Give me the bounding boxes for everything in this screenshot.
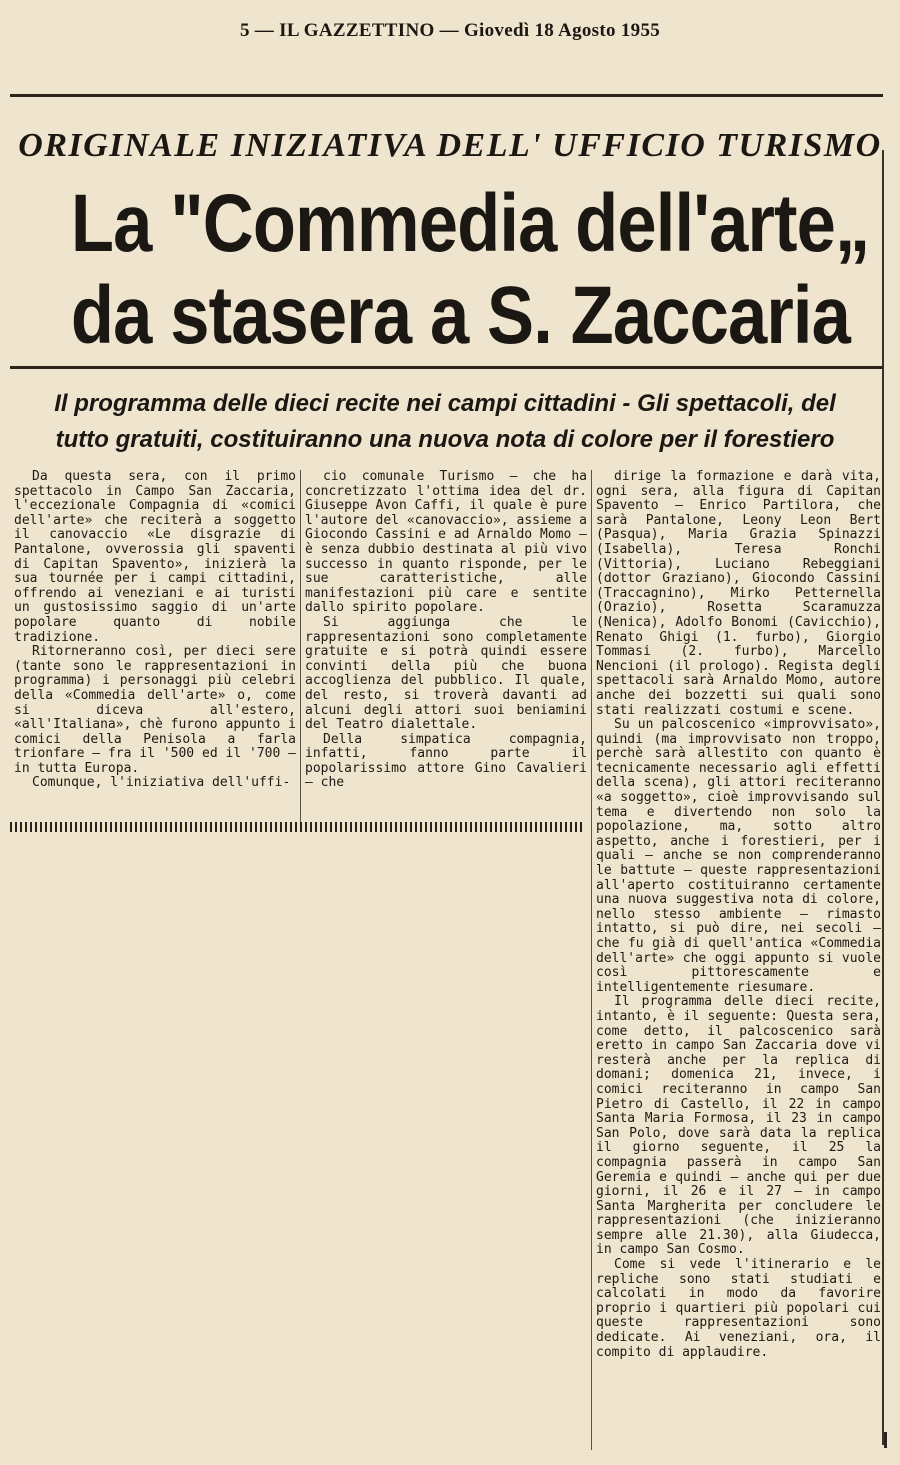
headline: [70, 178, 870, 362]
column-2-paragraph: cio comunale Turismo — che ha concretizzato l'ottima idea del dr. Giuseppe Avon Caffi, il quale è pure l'autore del «canovaccio», assieme a Giocondo Cassini e ad Arnaldo Momo — è senza dubbio destinata al più vivo successo in quanto risponde, per le sue caratteristiche, alle manifestazioni più care e sentite dallo spirito popolare.: [305, 469, 587, 616]
headline-line-2: da stasera a S. Zaccaria: [70, 270, 851, 361]
column-3: [596, 470, 881, 1360]
column-divider: [300, 470, 301, 825]
column-1-paragraph: Comunque, l'iniziativa dell'uffi-: [32, 775, 291, 791]
headline-rule: [10, 366, 883, 369]
subhead-line-1: Il programma delle dieci recite nei campi cittadini - Gli spettacoli, del: [54, 390, 836, 417]
top-rule: [10, 94, 883, 97]
masthead: 5 — IL GAZZETTINO — Giovedì 18 Agosto 1955: [239, 20, 661, 41]
headline-line-1: La "Commedia dell'arte„: [70, 178, 870, 269]
kicker: ORIGINALE INIZIATIVA DELL' UFFICIO TURISMO: [18, 127, 882, 164]
column-1: [14, 470, 296, 791]
column-3-paragraph: dirige la formazione e darà vita, ogni sera, alla figura di Capitan Spavento — Enrico Partilora, che sarà Pantalone, Leony Leon Bert (Pasqua), Maria Grazia Spinazzi (Isabella), Teresa Ronchi (Vittoria), Luciano Rebeggiani (dottor Graziano), Giocondo Cassini (Traccagnino), Mirko Petternella (Orazio), Rosetta Scaramuzza (Nenica), Adolfo Bonomi (Cavicchio), Renato Ghigi (1. furbo), Giorgio Tommasi (2. furbo), Marcello Nencioni (il prologo). Regista degli spettacoli sarà Arnaldo Momo, autore anche dei bozzetti sui quali sono stati realizzati costumi e scene.: [596, 469, 881, 718]
column-3-paragraph: Come si vede l'itinerario e le repliche sono stati studiati e calcolati in modo da favorire proprio i quartieri più popolari cui queste rappresentazioni sono dedicate. Ai veneziani, ora, il compito di applaudire.: [596, 1257, 881, 1360]
column-2-paragraph: Della simpatica compagnia, infatti, fanno parte il popolarissimo attore Gino Cavalieri — che: [305, 731, 587, 791]
column-divider: [591, 470, 592, 1450]
dotted-end-rule: [10, 822, 582, 832]
subhead: [10, 386, 880, 458]
column-3-paragraph: Il programma delle dieci recite, intanto, è il seguente: Questa sera, come detto, il palcoscenico sarà eretto in campo San Zaccaria dove vi resterà anche per la replica di domani; domenica 21, invece, i comici reciteranno in campo San Pietro di Castello, il 22 in campo Santa Maria Formosa, il 23 in campo San Polo, dove sarà data la replica il giorno seguente, il 25 la compagnia passerà in campo San Geremia e quindi — anche qui per due giorni, il 26 e il 27 — in campo Santa Margherita per concludere le rappresentazioni (che inizieranno sempre alle 21.30), alla Giudecca, in campo San Cosmo.: [596, 994, 881, 1258]
corner-mark: [884, 1432, 887, 1448]
column-3-paragraph: Su un palcoscenico «improvvisato», quindi (ma improvvisato non troppo, perchè sarà allestito con quanto è tecnicamente necessario agli effetti della scena), gli attori reciteranno «a soggetto», cioè improvvisando sul tema e divertendo non solo la popolazione, ma, sotto altro aspetto, anche i forestieri, per i quali — anche se non comprenderanno le battute — queste rappresentazioni all'aperto costituiranno certamente una nuova suggestiva nota di colore, nello stesso ambiente — rimasto intatto, si può dire, nei secoli — che fu già di quell'antica «Commedia dell'arte» che oggi appunto si vuole così pittorescamente e intelligentemente riesumare.: [596, 717, 881, 995]
column-1-paragraph: Da questa sera, con il primo spettacolo in Campo San Zaccaria, l'eccezionale Compagnia di «comici dell'arte» che reciterà a soggetto il canovaccio «Le disgrazie di Pantalone, ovverossia gli spaventi di Capitan Spavento», inizierà la sua tournée per i campi cittadini, offrendo ai veneziani e ai turisti un gustosissimo saggio di un'arte popolare quanto di nobile tradizione.: [14, 469, 296, 645]
column-1-paragraph: Ritorneranno così, per dieci sere (tante sono le rappresentazioni in programma) i personaggi più celebri della «Commedia dell'arte» o, come si diceva all'estero, «all'Italiana», chè furono appunto i comici della Penisola a farla trionfare — fra il '500 ed il '700 — in tutta Europa.: [14, 644, 296, 776]
column-2-paragraph: Si aggiunga che le rappresentazioni sono completamente gratuite e si potrà quindi essere convinti della più che buona accoglienza del pubblico. Il quale, del resto, si troverà davanti ad alcuni degli attori suoi beniamini del Teatro dialettale.: [305, 614, 587, 733]
column-2: [305, 470, 587, 791]
subhead-line-2: tutto gratuiti, costituiranno una nuova nota di colore per il forestiero: [55, 426, 835, 453]
right-column-rule: [882, 150, 884, 1445]
